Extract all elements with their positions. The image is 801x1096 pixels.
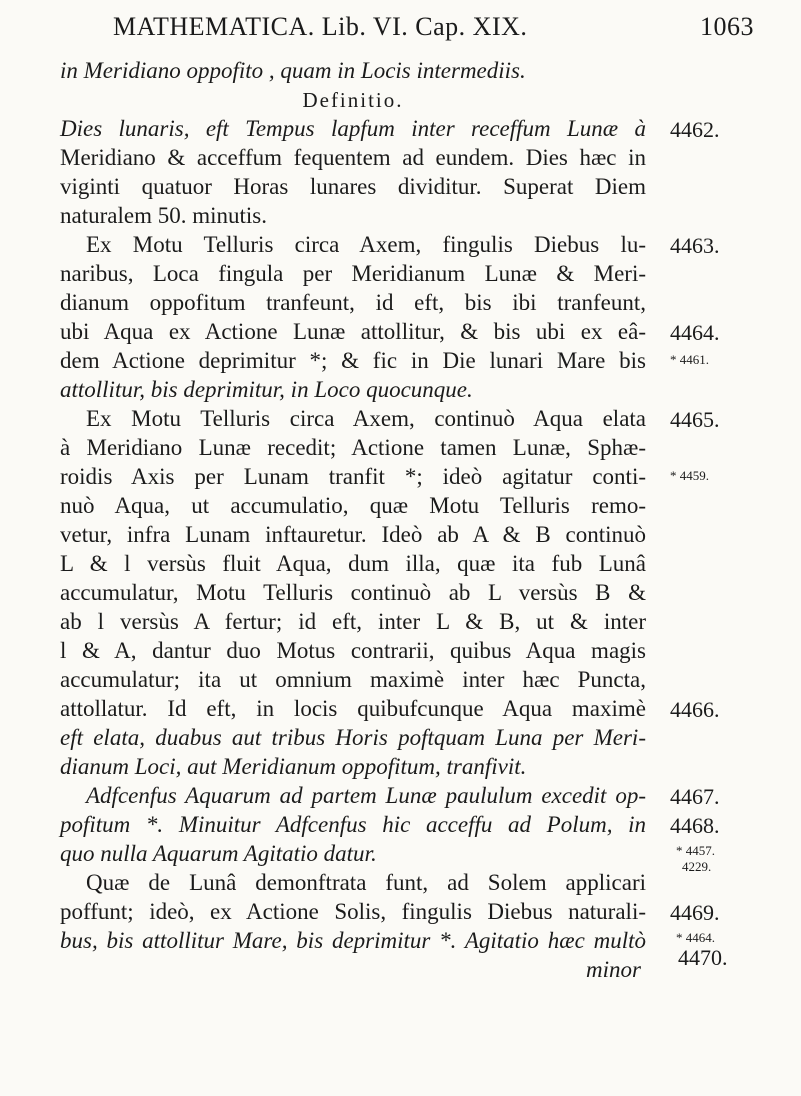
running-header xyxy=(113,12,754,42)
text-line: attollitur, bis deprimitur, in Loco quocunque. xyxy=(60,377,473,402)
text-line: eft elata, duabus aut tribus Horis poftquam Luna per Meri- xyxy=(60,725,646,750)
text-line: pofitum *. Minuitur Adfcenfus hic acceffu ad Polum, in xyxy=(60,812,646,837)
text-line: Ex Motu Telluris circa Axem, fingulis Diebus lu- xyxy=(86,232,646,257)
text-line: in Meridiano oppofito , quam in Locis intermediis. xyxy=(60,58,526,83)
margin-number: 4468. xyxy=(670,813,720,838)
section-heading: Definitio. xyxy=(302,88,404,112)
text-line: naribus, Loca fingula per Meridianum Lunæ & Meri- xyxy=(60,261,646,286)
margin-number: 4466. xyxy=(670,697,720,722)
margin-reference: * 4457. xyxy=(676,843,715,858)
header-title: MATHEMATICA. Lib. VI. Cap. XIX. xyxy=(113,12,528,41)
text-line: nuò Aqua, ut accumulatio, quæ Motu Telluris remo- xyxy=(60,493,646,518)
text-line: Meridiano & acceffum fequentem ad eundem. Dies hæc in xyxy=(60,145,646,170)
text-line: accumulatur, Motu Telluris continuò ab L versùs B & xyxy=(60,580,646,605)
text-line: vetur, infra Lunam inftauretur. Ideò ab A & B continuò xyxy=(60,522,646,547)
margin-reference: * 4464. xyxy=(676,930,715,945)
text-line: Ex Motu Telluris circa Axem, continuò Aqua elata xyxy=(86,406,646,431)
text-line: dianum oppofitum tranfeunt, id eft, bis ibi tranfeunt, xyxy=(60,290,646,315)
text-line: roidis Axis per Lunam tranfit *; ideò agitatur conti- xyxy=(60,464,646,489)
text-line: Dies lunaris, eft Tempus lapfum inter receffum Lunæ à xyxy=(60,116,646,141)
text-line: dem Actione deprimitur *; & fic in Die lunari Mare bis xyxy=(60,348,646,373)
margin-number: 4469. xyxy=(670,900,720,925)
text-line: poffunt; ideò, ex Actione Solis, fingulis Diebus naturali- xyxy=(60,899,646,924)
text-line: quo nulla Aquarum Agitatio datur. xyxy=(60,841,377,866)
margin-number: 4470. xyxy=(678,945,728,970)
text-line: Quæ de Lunâ demonftrata funt, ad Solem applicari xyxy=(86,870,646,895)
margin-reference: * 4459. xyxy=(670,468,709,483)
text-line: dianum Loci, aut Meridianum oppofitum, tranfivit. xyxy=(60,754,527,779)
text-line: à Meridiano Lunæ recedit; Actione tamen Lunæ, Sphæ- xyxy=(60,435,646,460)
margin-number: 4467. xyxy=(670,784,720,809)
text-line: Adfcenfus Aquarum ad partem Lunæ paululum excedit op- xyxy=(86,783,646,808)
text-line: attollatur. Id eft, in locis quibufcunque Aqua maximè xyxy=(60,696,646,721)
margin-reference: * 4461. xyxy=(670,352,709,367)
text-line: naturalem 50. minutis. xyxy=(60,203,267,228)
margin-number: 4463. xyxy=(670,233,720,258)
text-line: ubi Aqua ex Actione Lunæ attollitur, & bis ubi ex eâ- xyxy=(60,319,646,344)
text-line: accumulatur; ita ut omnium maximè inter hæc Puncta, xyxy=(60,667,646,692)
text-line: ab l versùs A fertur; id eft, inter L & B, ut & inter xyxy=(60,609,646,634)
page-number: 1063 xyxy=(700,12,754,41)
text-line: bus, bis attollitur Mare, bis deprimitur *. Agitatio hæc multò xyxy=(60,928,646,953)
catchword: minor xyxy=(586,957,641,982)
margin-number: 4464. xyxy=(670,320,720,345)
margin-number: 4465. xyxy=(670,407,720,432)
text-line: l & A, dantur duo Motus contrarii, quibus Aqua magis xyxy=(60,638,646,663)
margin-number: 4462. xyxy=(670,117,720,142)
text-line: viginti quatuor Horas lunares dividitur. Superat Diem xyxy=(60,174,646,199)
text-line: L & l versùs fluit Aqua, dum illa, quæ ita fub Lunâ xyxy=(60,551,646,576)
margin-reference: 4229. xyxy=(682,859,712,874)
